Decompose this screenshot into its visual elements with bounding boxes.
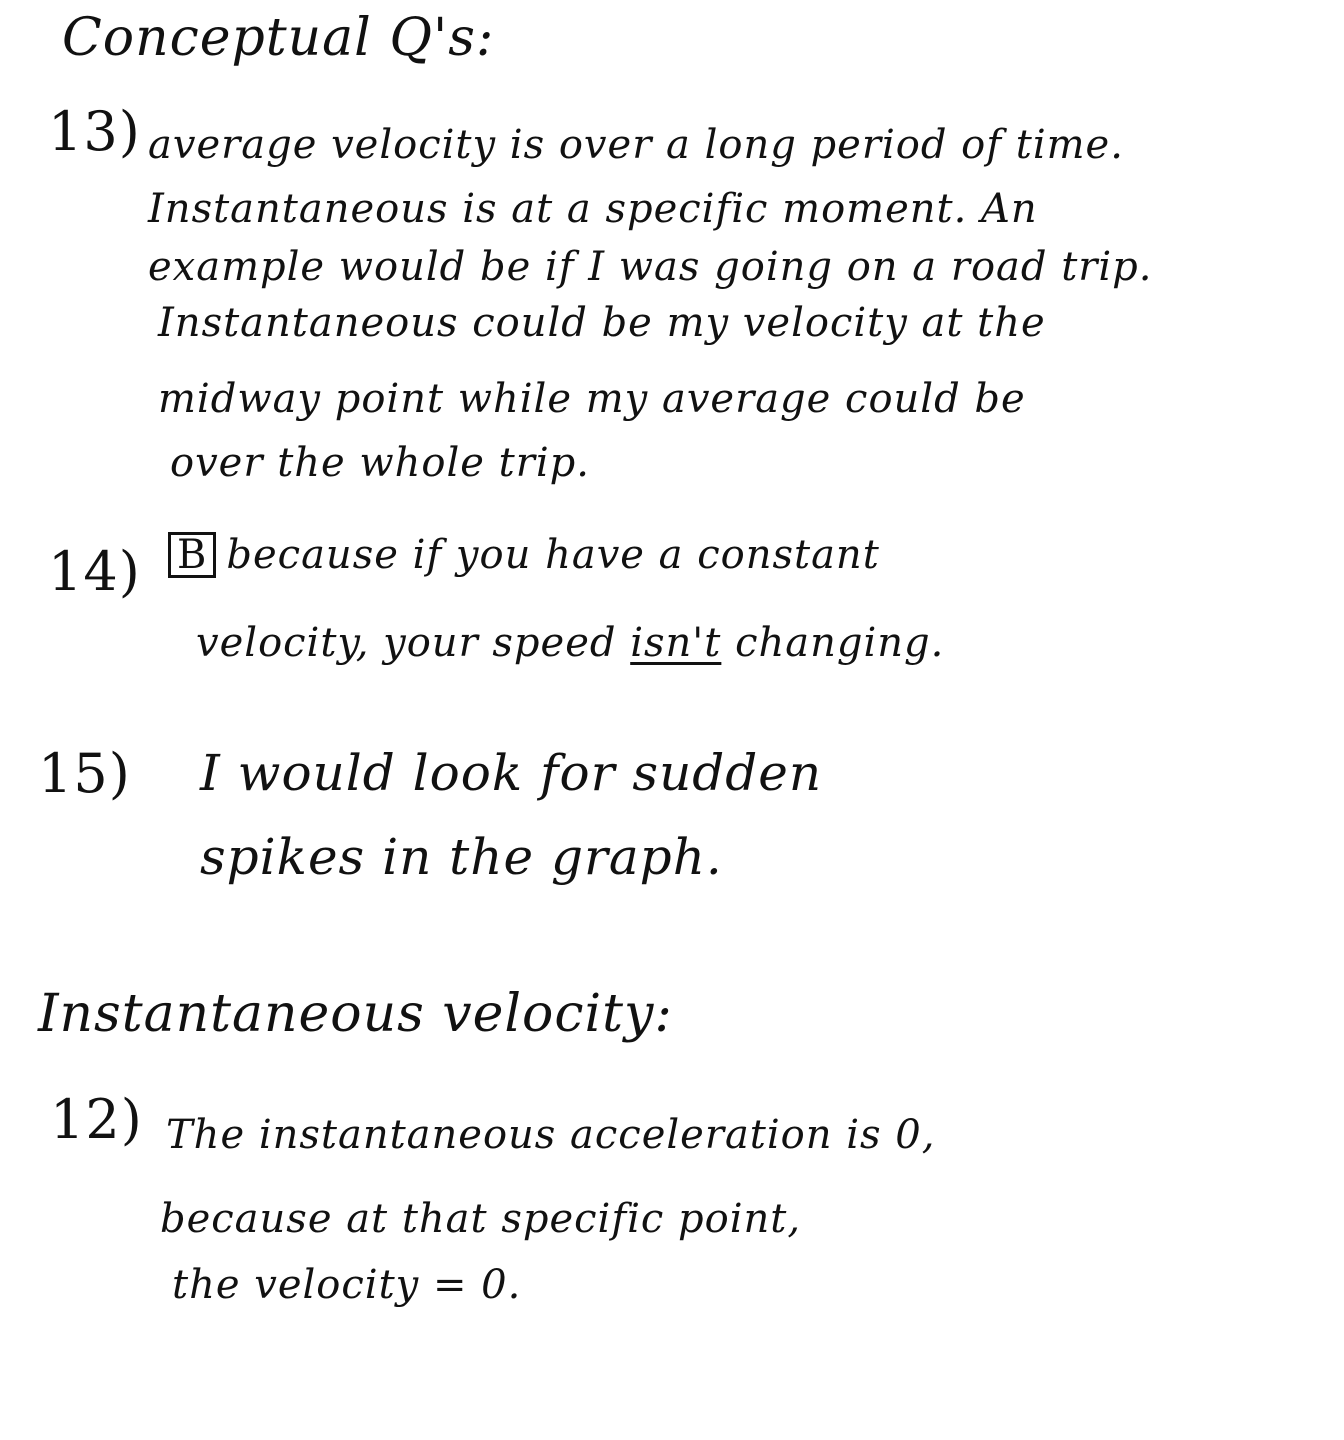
q13-line-5: midway point while my average could be [158,376,1026,422]
q14-line-2-after: changing. [721,620,945,666]
instantaneous-heading: Instantaneous velocity: [38,984,673,1044]
q13-line-2: Instantaneous is at a specific moment. An [148,186,1038,232]
q15-line-1: I would look for sudden [200,744,823,802]
q13-line-1: average velocity is over a long period of time. [148,122,1124,168]
q15-line-2: spikes in the graph. [200,828,723,886]
q14-number: 14) [48,540,141,603]
q12-line-2: because at that specific point, [160,1196,802,1242]
q13-line-4: Instantaneous could be my velocity at the [158,300,1046,346]
q13-line-3: example would be if I was going on a road trip. [148,244,1153,290]
q14-line-1 [168,532,880,578]
q12-line-1: The instantaneous acceleration is 0, [166,1112,936,1158]
q14-answer-box: B [168,532,216,578]
q13-line-6: over the whole trip. [170,440,590,486]
q12-line-3: the velocity = 0. [172,1262,522,1308]
q15-number: 15) [38,742,131,805]
q14-underlined-word: isn't [630,620,722,666]
q12-number: 12) [50,1088,143,1151]
q13-number: 13) [48,100,141,163]
conceptual-heading: Conceptual Q's: [62,8,495,68]
q14-line-2 [196,620,944,666]
q14-line-2-before: velocity, your speed [196,620,631,666]
q14-line-1-rest: because if you have a constant [226,532,880,578]
